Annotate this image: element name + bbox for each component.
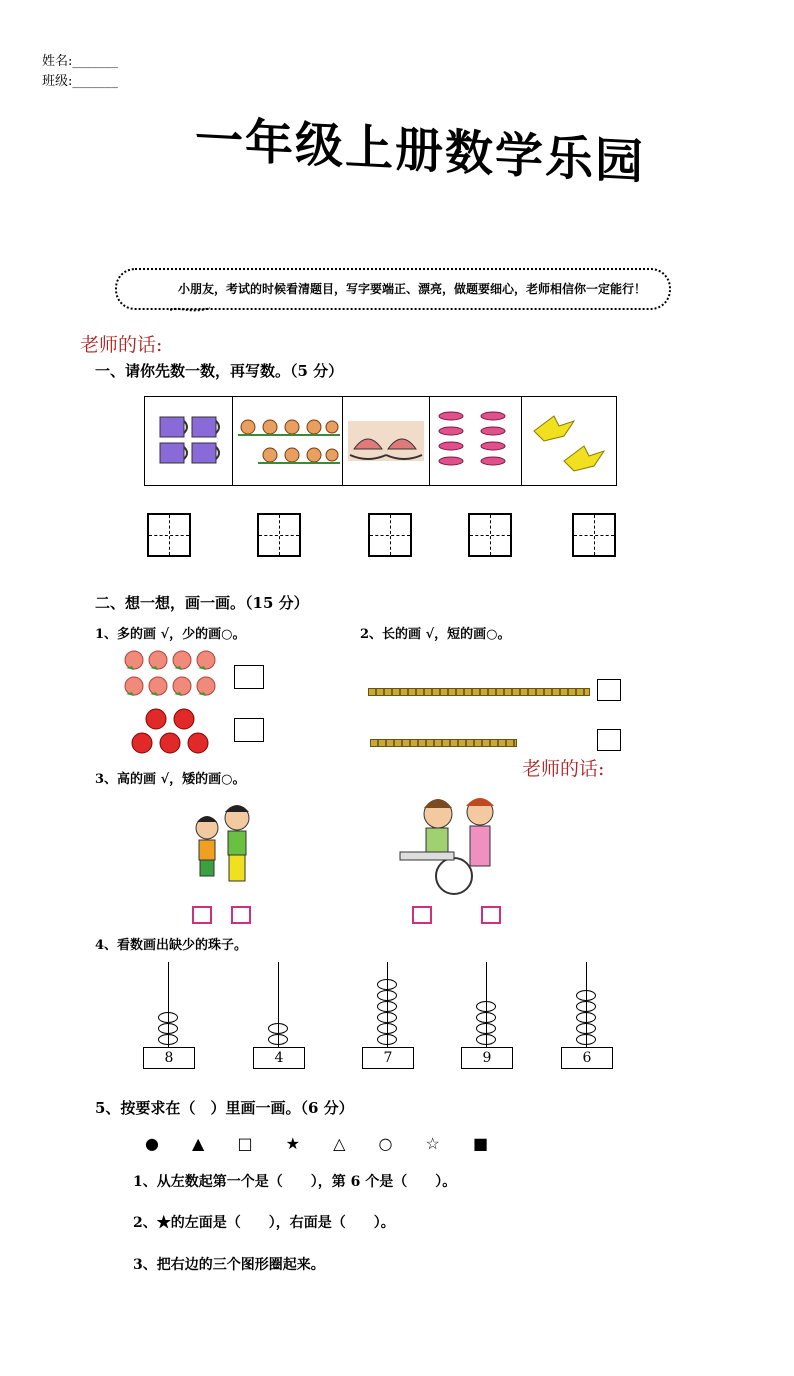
bead xyxy=(476,1012,496,1023)
peaches-picture xyxy=(122,648,222,698)
bead xyxy=(268,1023,288,1034)
banner-tail xyxy=(170,304,210,314)
section1-heading: 一、请你先数一数，再写数。（5 分） xyxy=(95,362,344,380)
two-boys-picture xyxy=(185,800,265,890)
snails-picture xyxy=(233,397,343,485)
bead xyxy=(377,979,397,990)
bead xyxy=(268,1034,288,1045)
section5-item-3: 3、把右边的三个图形圈起来。 xyxy=(133,1257,325,1273)
abacus-number-5: 6 xyxy=(561,1047,613,1069)
counting-pictures xyxy=(144,396,617,486)
bead xyxy=(576,990,596,1001)
bead xyxy=(377,1034,397,1045)
bead xyxy=(576,1012,596,1023)
bead xyxy=(158,1034,178,1045)
bead xyxy=(476,1001,496,1012)
answer-box-1[interactable] xyxy=(147,513,191,557)
rocking-horses-picture xyxy=(343,397,429,485)
fish-picture xyxy=(430,397,522,485)
teacher-label-2: 老师的话: xyxy=(522,758,605,780)
answer-box-4[interactable] xyxy=(468,513,512,557)
section2-heading: 二、想一想，画一画。（15 分） xyxy=(95,594,309,612)
question-1: 1、多的画 √，少的画○。 xyxy=(95,627,246,642)
abacus-number-4: 9 xyxy=(461,1047,513,1069)
short-stick xyxy=(370,739,517,747)
abacus-number-3: 7 xyxy=(362,1047,414,1069)
question-3: 3、高的画 √，矮的画○。 xyxy=(95,772,246,787)
short-stick-answer-box[interactable] xyxy=(597,729,621,751)
bead xyxy=(576,1023,596,1034)
answer-box-2[interactable] xyxy=(257,513,301,557)
banner-text: 小朋友，考试的时候看清题目，写字要端正、漂亮，做题要细心，老师相信你一定能行！ xyxy=(178,282,647,296)
teacher-label: 老师的话: xyxy=(80,334,163,356)
class-field-label: 班级:_______ xyxy=(42,74,118,89)
page-title: 一年级上册数学乐园 xyxy=(195,111,646,191)
bead xyxy=(377,1023,397,1034)
bead xyxy=(377,1001,397,1012)
cups-picture xyxy=(145,397,233,485)
question-4: 4、看数画出缺少的珠子。 xyxy=(95,938,248,953)
section5-heading: 5、按要求在（ ）里画一画。（6 分） xyxy=(95,1099,354,1117)
bead xyxy=(576,1034,596,1045)
peaches-answer-box[interactable] xyxy=(234,665,264,689)
question-2: 2、长的画 √，短的画○。 xyxy=(360,627,511,642)
short-boy-answer-box[interactable] xyxy=(192,906,212,924)
bead xyxy=(377,1012,397,1023)
bead xyxy=(476,1023,496,1034)
apples-answer-box[interactable] xyxy=(234,718,264,742)
long-stick-answer-box[interactable] xyxy=(597,679,621,701)
tall-boy-answer-box[interactable] xyxy=(231,906,251,924)
wheelchair-picture xyxy=(392,792,522,902)
bead xyxy=(158,1023,178,1034)
shapes-row: ● ▲ □ ★ △ ○ ☆ ■ xyxy=(145,1134,503,1153)
abacus-number-2: 4 xyxy=(253,1047,305,1069)
section5-item-1: 1、从左数起第一个是（ ），第 6 个是（ ）。 xyxy=(133,1174,457,1190)
birds-picture xyxy=(522,397,616,485)
bead xyxy=(377,990,397,1001)
seated-child-answer-box[interactable] xyxy=(412,906,432,924)
long-stick xyxy=(368,688,590,696)
abacus-number-1: 8 xyxy=(143,1047,195,1069)
apples-picture xyxy=(128,706,212,756)
bead xyxy=(576,1001,596,1012)
answer-box-3[interactable] xyxy=(368,513,412,557)
section5-item-2: 2、★的左面是（ ），右面是（ ）。 xyxy=(133,1215,395,1231)
name-field-label: 姓名:_______ xyxy=(42,54,118,69)
standing-girl-answer-box[interactable] xyxy=(481,906,501,924)
bead xyxy=(476,1034,496,1045)
bead xyxy=(158,1012,178,1023)
answer-box-5[interactable] xyxy=(572,513,616,557)
